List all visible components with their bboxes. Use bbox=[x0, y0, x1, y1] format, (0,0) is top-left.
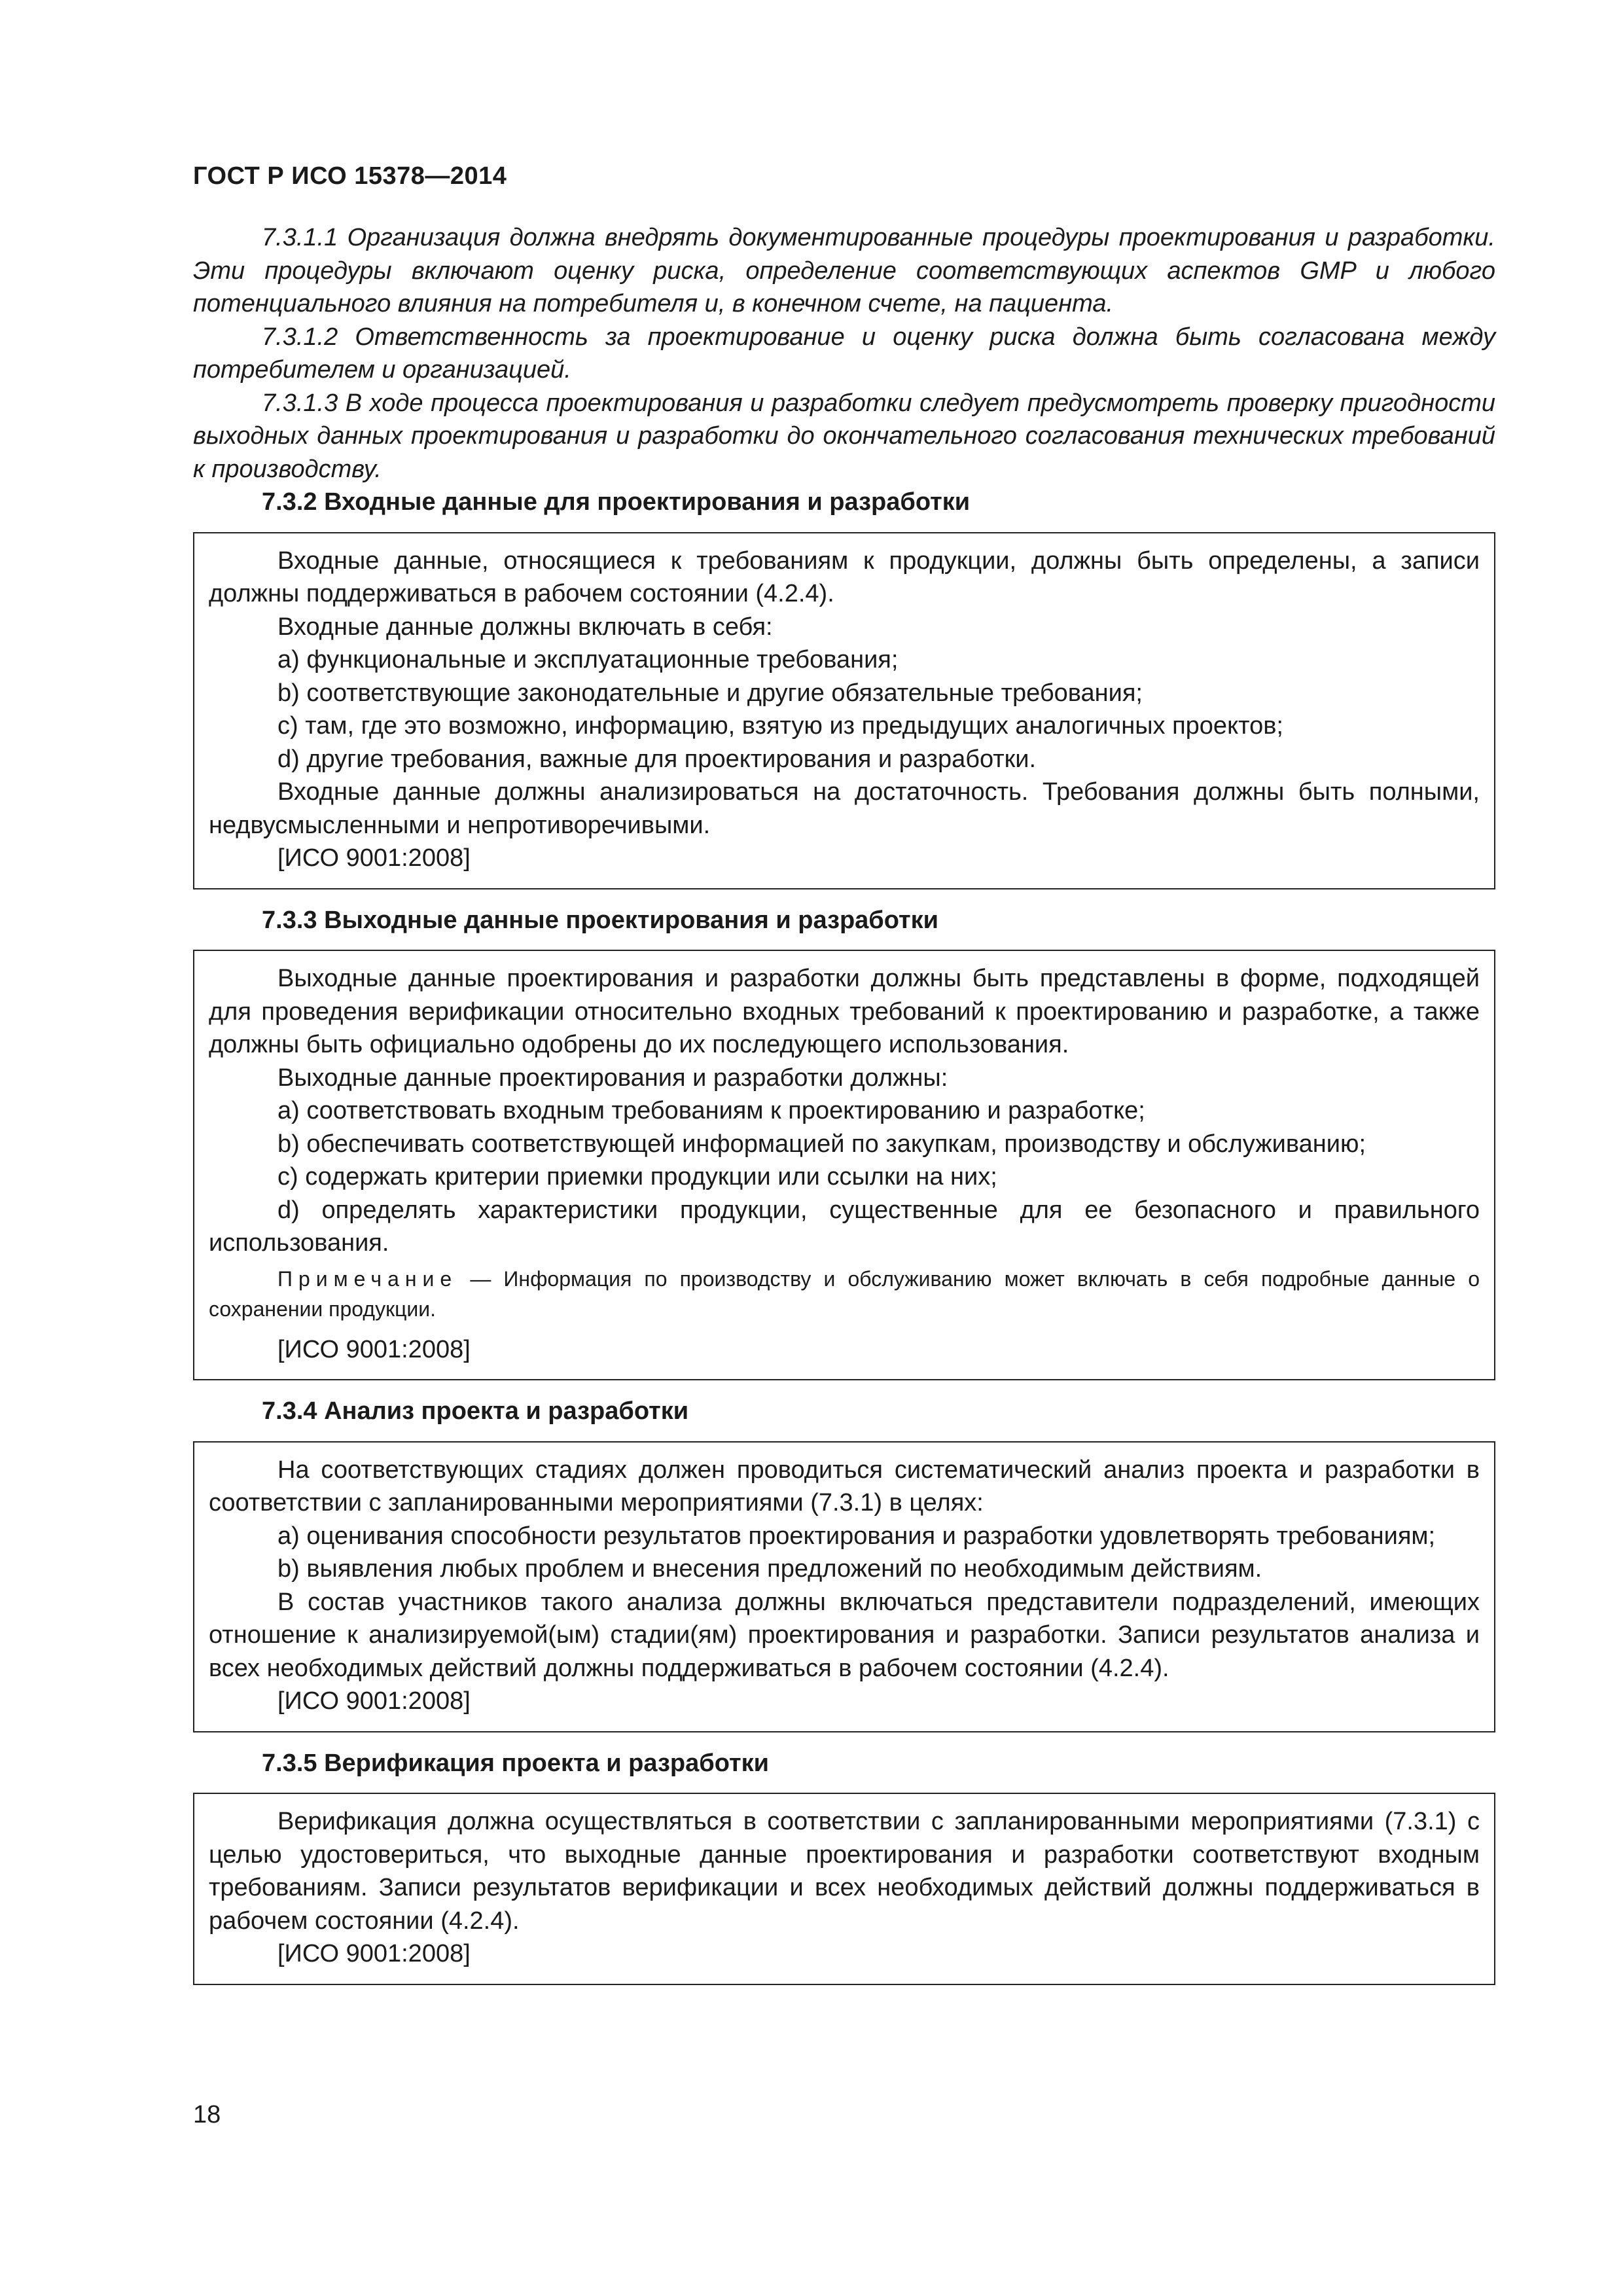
clause-7-3-1-1: 7.3.1.1 Организация должна внедрять документированные процедуры проектирования и разработки. Эти процедуры включают оценку риска, определение соответствующих аспектов GMP и любого потенциального влияния на потребителя и, в конечном счете, на пациента. bbox=[193, 224, 1495, 317]
note bbox=[209, 1264, 1480, 1324]
list-item: b) обеспечивать соответствующей информацией по закупкам, производству и обслуживанию; bbox=[277, 1130, 1366, 1158]
list-item: a) оценивания способности результатов проектирования и разработки удовлетворять требованиям; bbox=[277, 1522, 1436, 1550]
paragraph: Верификация должна осуществляться в соответствии с запланированными мероприятиями (7.3.1) с целью удостовериться, что выходные данные проектирования и разработки соответствуют входным требованиям. Записи результатов верификации и всех необходимых действий должны поддерживаться в рабочем состоянии (4.2.4). bbox=[209, 1808, 1480, 1935]
paragraph: Входные данные, относящиеся к требованиям к продукции, должны быть определены, а записи должны поддерживаться в рабочем состоянии (4.2.4). bbox=[209, 547, 1480, 607]
quote-box-7-3-4 bbox=[193, 1441, 1495, 1732]
page-content bbox=[193, 221, 1495, 1985]
paragraph: На соответствующих стадиях должен проводиться систематический анализ проекта и разработки в соответствии с запланированными мероприятиями (7.3.1) в целях: bbox=[209, 1456, 1480, 1516]
section-heading-7-3-5: 7.3.5 Верификация проекта и разработки bbox=[262, 1749, 769, 1777]
paragraph: Входные данные должны анализироваться на достаточность. Требования должны быть полными, недвусмысленными и непротиворечивыми. bbox=[209, 778, 1480, 839]
quote-box-7-3-5 bbox=[193, 1793, 1495, 1985]
list-item: b) соответствующие законодательные и другие обязательные требования; bbox=[277, 679, 1143, 707]
paragraph: Входные данные должны включать в себя: bbox=[277, 613, 773, 641]
paragraph: Выходные данные проектирования и разработки должны быть представлены в форме, подходящей для проведения верификации относительно входных требований к проектированию и разработке, а также должны быть официально одобрены до их последующего использования. bbox=[209, 965, 1480, 1058]
quote-box-7-3-3 bbox=[193, 950, 1495, 1380]
source-reference: [ИСО 9001:2008] bbox=[277, 1335, 471, 1363]
note-text: — Информация по производству и обслуживанию может включать в себя подробные данные о сохранении продукции. bbox=[209, 1266, 1480, 1321]
source-reference: [ИСО 9001:2008] bbox=[277, 844, 471, 872]
list-item: c) содержать критерии приемки продукции или ссылки на них; bbox=[277, 1163, 997, 1191]
clause-7-3-1-3: 7.3.1.3 В ходе процесса проектирования и разработки следует предусмотреть проверку пригодности выходных данных проектирования и разработки до окончательного согласования технических требований к производству. bbox=[193, 389, 1495, 483]
clause-7-3-1-2: 7.3.1.2 Ответственность за проектирование и оценку риска должна быть согласована между потребителем и организацией. bbox=[193, 323, 1495, 384]
source-reference: [ИСО 9001:2008] bbox=[277, 1940, 471, 1967]
section-heading-7-3-4: 7.3.4 Анализ проекта и разработки bbox=[262, 1397, 689, 1425]
section-heading-7-3-3: 7.3.3 Выходные данные проектирования и разработки bbox=[262, 906, 939, 934]
page-number: 18 bbox=[193, 2101, 221, 2128]
section-heading-7-3-2: 7.3.2 Входные данные для проектирования и разработки bbox=[262, 488, 971, 516]
paragraph: В состав участников такого анализа должны включаться представители подразделений, имеющих отношение к анализируемой(ым) стадии(ям) проектирования и разработки. Записи результатов анализа и всех необходимых действий должны поддерживаться в рабочем состоянии (4.2.4). bbox=[209, 1588, 1480, 1682]
document-header: ГОСТ Р ИСО 15378—2014 bbox=[193, 162, 507, 190]
list-item: b) выявления любых проблем и внесения предложений по необходимым действиям. bbox=[277, 1555, 1262, 1583]
list-item: a) функциональные и эксплуатационные требования; bbox=[277, 646, 899, 673]
list-item: c) там, где это возможно, информацию, взятую из предыдущих аналогичных проектов; bbox=[277, 712, 1283, 740]
list-item: d) другие требования, важные для проектирования и разработки. bbox=[277, 745, 1037, 773]
quote-box-7-3-2 bbox=[193, 532, 1495, 889]
list-item: a) соответствовать входным требованиям к проектированию и разработке; bbox=[277, 1097, 1145, 1124]
source-reference: [ИСО 9001:2008] bbox=[277, 1687, 471, 1715]
paragraph: Выходные данные проектирования и разработки должны: bbox=[277, 1064, 948, 1092]
list-item: d) определять характеристики продукции, существенные для ее безопасного и правильного использования. bbox=[209, 1196, 1480, 1257]
note-label: Примечание bbox=[277, 1266, 458, 1291]
